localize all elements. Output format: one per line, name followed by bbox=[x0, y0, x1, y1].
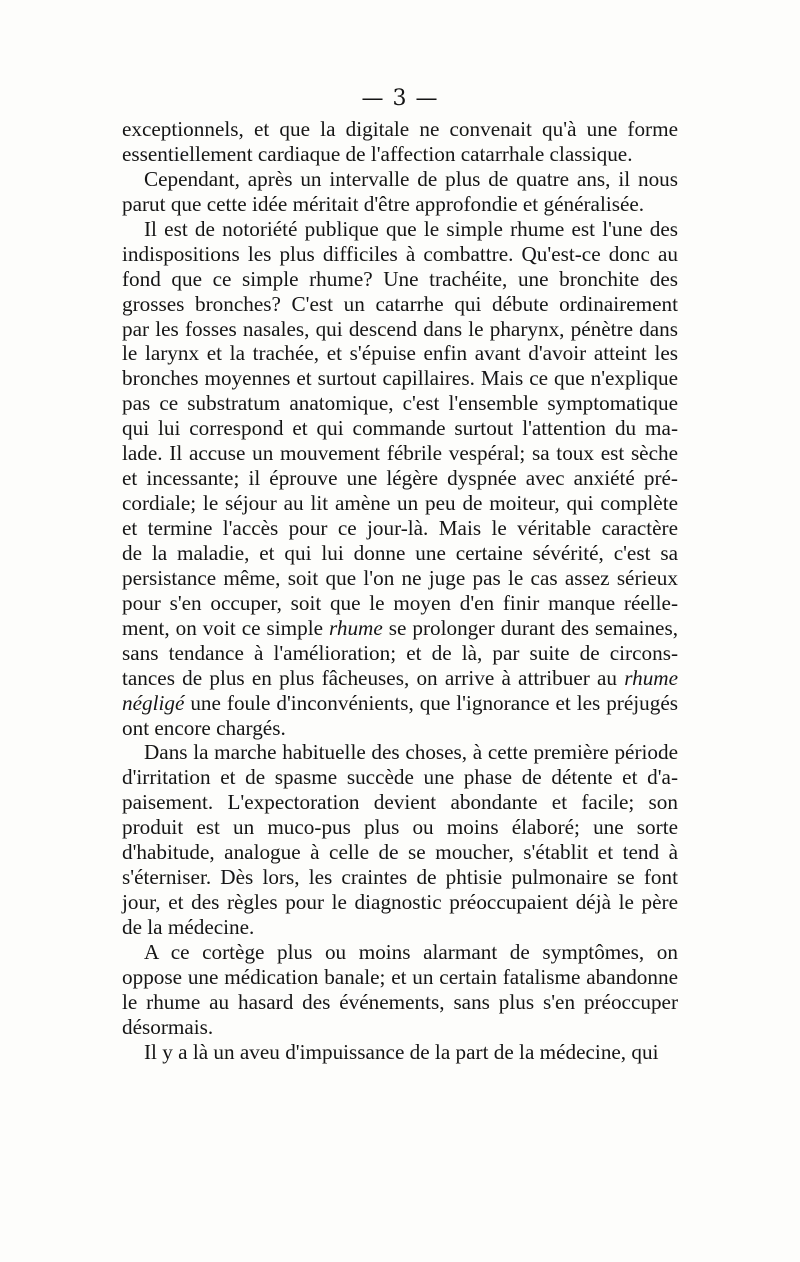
text-line: fond que ce simple rhume? Une trachéite, une bronchite des bbox=[122, 266, 678, 291]
text-line: d'irritation et de spasme succède une phase de détente et d'a- bbox=[122, 765, 678, 790]
text-line: Cependant, après un intervalle de plus de quatre ans, il nous bbox=[144, 166, 678, 191]
text-line: d'habitude, analogue à celle de se moucher, s'établit et tend à bbox=[122, 840, 678, 865]
text-line: pas ce substratum anatomique, c'est l'ensemble symptomatique bbox=[122, 391, 678, 416]
paragraph bbox=[122, 167, 678, 217]
text-line: négligé une foule d'inconvénients, que l'ignorance et les préjugés bbox=[122, 690, 678, 715]
text-line: Il est de notoriété publique que le simple rhume est l'une des bbox=[144, 216, 678, 241]
text-line: Il y a là un aveu d'impuissance de la part de la médecine, qui bbox=[144, 1039, 659, 1064]
text-line: bronches moyennes et surtout capillaires. Mais ce que n'explique bbox=[122, 366, 678, 391]
text-line: persistance même, soit que l'on ne juge pas le cas assez sérieux bbox=[122, 565, 678, 590]
body-text bbox=[122, 117, 678, 1065]
text-line: produit est un muco-pus plus ou moins élaboré; une sorte bbox=[122, 815, 678, 840]
text-line: oppose une médication banale; et un certain fatalisme abandonne bbox=[122, 964, 678, 989]
text-line: de la maladie, et qui lui donne une certaine sévérité, c'est sa bbox=[122, 540, 678, 565]
paragraph bbox=[122, 940, 678, 1040]
text-line: s'éterniser. Dès lors, les craintes de phtisie pulmonaire se font bbox=[122, 865, 678, 890]
paragraph bbox=[122, 1040, 678, 1065]
text-line: le rhume au hasard des événements, sans plus s'en préoccuper bbox=[122, 989, 678, 1014]
text-line: jour, et des règles pour le diagnostic préoccupaient déjà le père bbox=[122, 890, 678, 915]
text-line: ment, on voit ce simple rhume se prolonger durant des semaines, bbox=[122, 615, 678, 640]
text-line: de la médecine. bbox=[122, 915, 255, 939]
text-line: tances de plus en plus fâcheuses, on arrive à attribuer au rhume bbox=[122, 665, 678, 690]
text-line: et incessante; il éprouve une légère dyspnée avec anxiété pré- bbox=[122, 466, 678, 491]
text-line: lade. Il accuse un mouvement fébrile vespéral; sa toux est sèche bbox=[122, 441, 678, 466]
page-number: — 3 — bbox=[361, 86, 439, 111]
text-line: exceptionnels, et que la digitale ne convenait qu'à une forme bbox=[122, 117, 678, 141]
text-line: grosses bronches? C'est un catarrhe qui débute ordinairement bbox=[122, 291, 678, 316]
text-line: Dans la marche habituelle des choses, à cette première période bbox=[144, 740, 678, 765]
paragraph bbox=[122, 740, 678, 940]
text-line: cordiale; le séjour au lit amène un peu de moiteur, qui complète bbox=[122, 491, 678, 516]
paragraph bbox=[122, 117, 678, 167]
text-line: par les fosses nasales, qui descend dans le pharynx, pénètre dans bbox=[122, 316, 678, 341]
text-line: le larynx et la trachée, et s'épuise enfin avant d'avoir atteint les bbox=[122, 341, 678, 366]
paragraph bbox=[122, 217, 678, 741]
text-line: ont encore chargés. bbox=[122, 715, 286, 740]
text-line: parut que cette idée méritait d'être approfondie et généralisée. bbox=[122, 191, 645, 216]
text-line: essentiellement cardiaque de l'affection catarrhale classique. bbox=[122, 141, 633, 166]
text-line: désormais. bbox=[122, 1014, 214, 1039]
text-line: paisement. L'expectoration devient abondante et facile; son bbox=[122, 790, 678, 815]
text-line: qui lui correspond et qui commande surtout l'attention du ma- bbox=[122, 416, 678, 441]
text-line: pour s'en occuper, soit que le moyen d'en finir manque réelle- bbox=[122, 590, 678, 615]
text-line: indispositions les plus difficiles à combattre. Qu'est-ce donc au bbox=[122, 241, 678, 266]
text-line: et termine l'accès pour ce jour-là. Mais le véritable caractère bbox=[122, 516, 678, 540]
text-line: A ce cortège plus ou moins alarmant de symptômes, on bbox=[144, 939, 678, 964]
text-line: sans tendance à l'amélioration; et de là, par suite de circons- bbox=[122, 640, 678, 665]
